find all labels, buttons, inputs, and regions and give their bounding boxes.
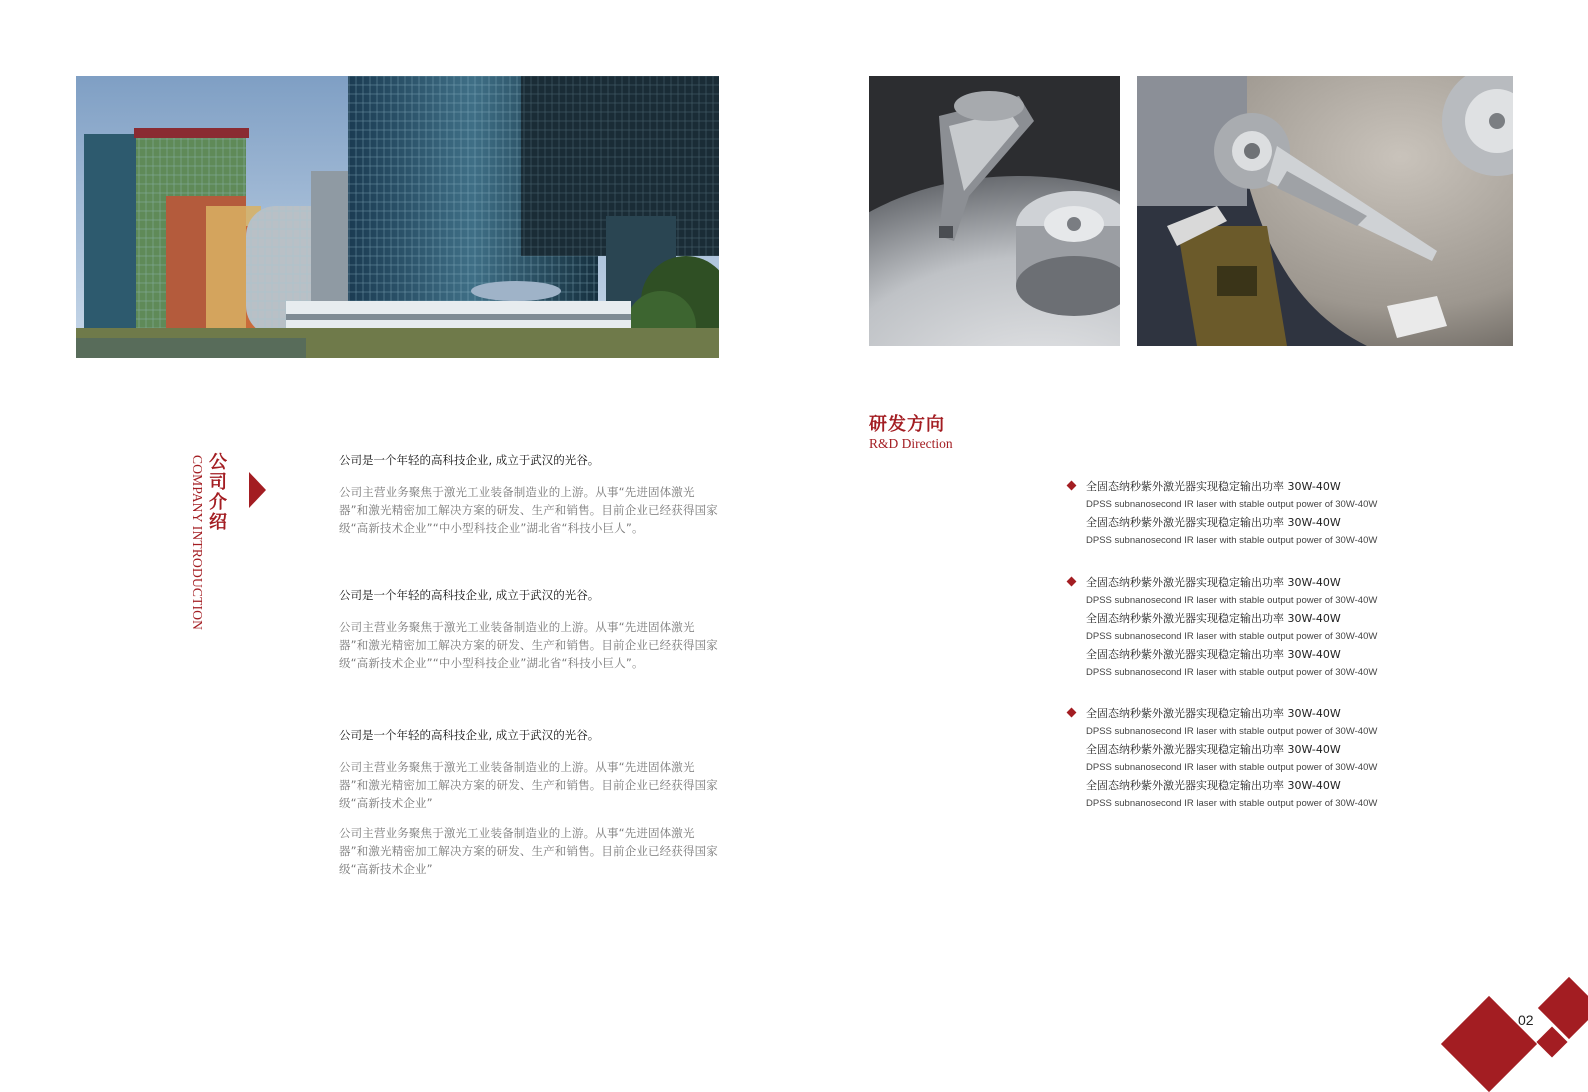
rd-group: [1068, 705, 1468, 813]
intro-paragraph: 公司主营业务聚焦于激光工业装备制造业的上游。从事“先进固体激光器”和激光精密加工解决方案的研发、生产和销售。目前企业已经获得国家级“高新技术企业”: [339, 760, 718, 810]
rd-item: [1086, 741, 1468, 777]
rd-item-cn: 全固态纳秒紫外激光器实现稳定输出功率 30W-40W: [1086, 576, 1341, 589]
city-buildings-photo: [76, 76, 719, 358]
intro-block: [339, 451, 721, 537]
intro-block: [339, 726, 721, 878]
section-title-cn: 公司介绍: [206, 452, 227, 532]
rd-item-cn: 全固态纳秒紫外激光器实现稳定输出功率 30W-40W: [1086, 516, 1341, 529]
rd-item-cn: 全固态纳秒紫外激光器实现稳定输出功率 30W-40W: [1086, 779, 1341, 792]
rd-item-en: DPSS subnanosecond IR laser with stable output power of 30W-40W: [1086, 798, 1378, 809]
rd-item-cn: 全固态纳秒紫外激光器实现稳定输出功率 30W-40W: [1086, 612, 1341, 625]
rd-item-cn: 全固态纳秒紫外激光器实现稳定输出功率 30W-40W: [1086, 743, 1341, 756]
rd-item: [1086, 610, 1468, 646]
rd-item-cn: 全固态纳秒紫外激光器实现稳定输出功率 30W-40W: [1086, 707, 1341, 720]
rd-item: [1086, 478, 1468, 514]
intro-paragraph: 公司主营业务聚焦于激光工业装备制造业的上游。从事“先进固体激光器”和激光精密加工解决方案的研发、生产和销售。目前企业已经获得国家级“高新技术企业”“中小型科技企业”湖北省“科技小巨人”。: [339, 485, 718, 535]
diamond-bullet-icon: [1067, 577, 1077, 587]
page-number: 02: [1518, 1012, 1534, 1028]
rd-title-cn: 研发方向: [869, 414, 945, 435]
intro-paragraph: 公司主营业务聚焦于激光工业装备制造业的上游。从事“先进固体激光器”和激光精密加工解决方案的研发、生产和销售。目前企业已经获得国家级“高新技术企业”: [339, 826, 718, 876]
intro-paragraph: 公司主营业务聚焦于激光工业装备制造业的上游。从事“先进固体激光器”和激光精密加工解决方案的研发、生产和销售。目前企业已经获得国家级“高新技术企业”“中小型科技企业”湖北省“科技小巨人”。: [339, 620, 718, 670]
rd-item-cn: 全固态纳秒紫外激光器实现稳定输出功率 30W-40W: [1086, 480, 1341, 493]
rd-item: [1086, 574, 1468, 610]
corner-diamond-decoration: [1441, 996, 1537, 1092]
diamond-bullet-icon: [1067, 481, 1077, 491]
rd-item-en: DPSS subnanosecond IR laser with stable output power of 30W-40W: [1086, 631, 1378, 642]
intro-heading: 公司是一个年轻的高科技企业, 成立于武汉的光谷。: [339, 588, 600, 602]
diamond-bullet-icon: [1067, 708, 1077, 718]
rd-item: [1086, 646, 1468, 682]
rd-item-en: DPSS subnanosecond IR laser with stable output power of 30W-40W: [1086, 762, 1378, 773]
corner-diamond-decoration: [1538, 977, 1588, 1039]
rd-item-en: DPSS subnanosecond IR laser with stable output power of 30W-40W: [1086, 726, 1378, 737]
section-title-en: COMPANY INTRODUCTION: [190, 455, 205, 631]
triangle-arrow-icon: [249, 472, 266, 508]
rd-item-cn: 全固态纳秒紫外激光器实现稳定输出功率 30W-40W: [1086, 648, 1341, 661]
rd-item-en: DPSS subnanosecond IR laser with stable output power of 30W-40W: [1086, 595, 1378, 606]
intro-heading: 公司是一个年轻的高科技企业, 成立于武汉的光谷。: [339, 728, 600, 742]
hard-drive-head-photo: [869, 76, 1120, 346]
intro-heading: 公司是一个年轻的高科技企业, 成立于武汉的光谷。: [339, 453, 600, 467]
rd-item-en: DPSS subnanosecond IR laser with stable output power of 30W-40W: [1086, 535, 1378, 546]
rd-item: [1086, 705, 1468, 741]
rd-item: [1086, 514, 1468, 550]
rd-item-en: DPSS subnanosecond IR laser with stable output power of 30W-40W: [1086, 667, 1378, 678]
intro-block: [339, 586, 721, 672]
hard-drive-platter-photo: [1137, 76, 1513, 346]
rd-title-en: R&D Direction: [869, 436, 953, 451]
rd-item: [1086, 777, 1468, 813]
rd-group: [1068, 574, 1468, 682]
rd-group: [1068, 478, 1468, 550]
rd-item-en: DPSS subnanosecond IR laser with stable output power of 30W-40W: [1086, 499, 1378, 510]
